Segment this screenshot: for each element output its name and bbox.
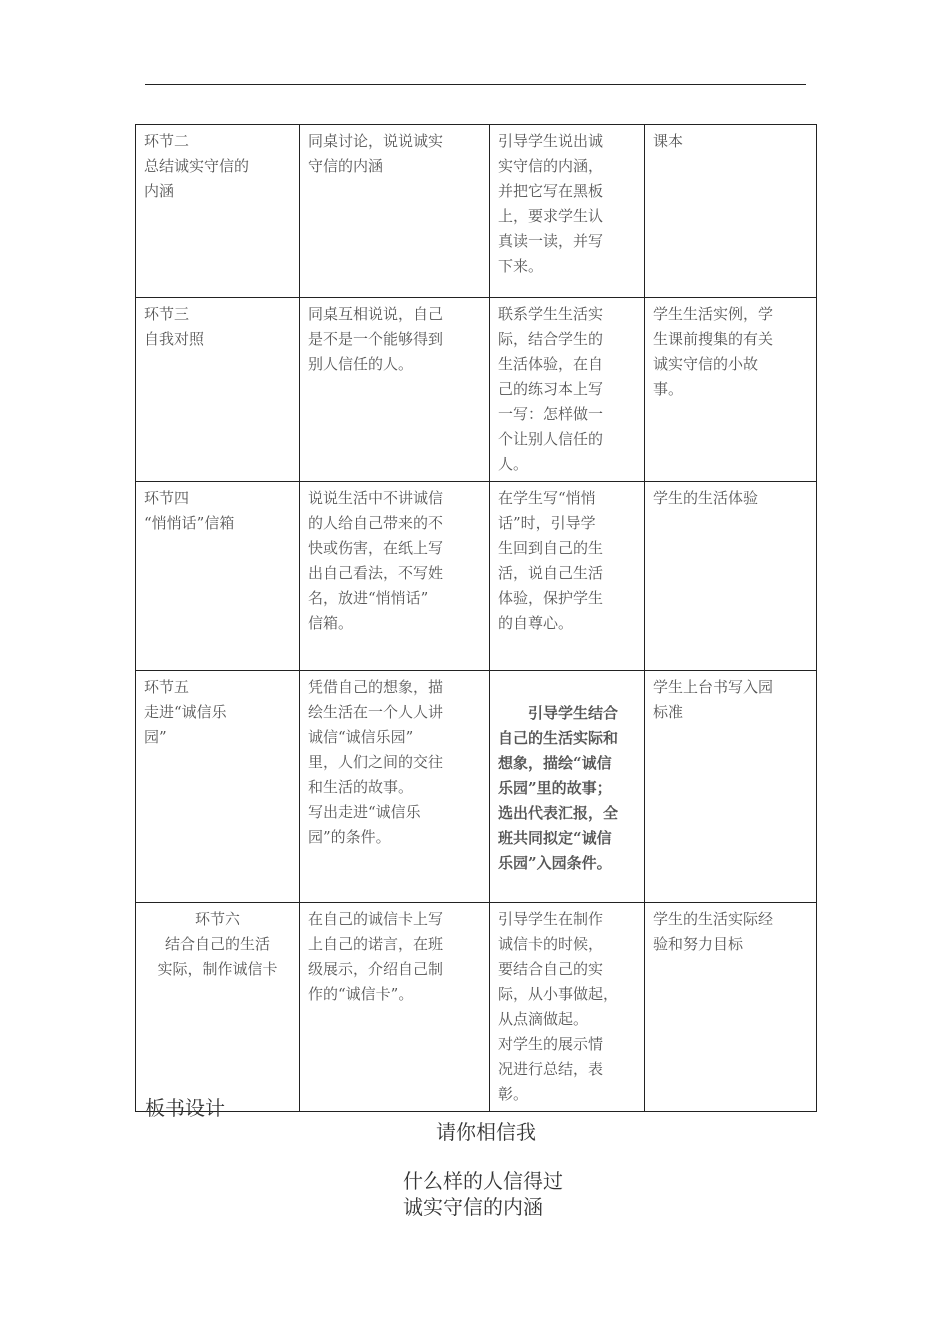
board-title: 请你相信我 — [436, 1120, 536, 1144]
guidance-line: 况进行总结，表 — [498, 1060, 604, 1078]
guidance-cell — [490, 298, 645, 482]
table-row — [136, 671, 817, 903]
resource-cell — [645, 903, 817, 1112]
guidance-line: 生活体验，在自 — [498, 355, 604, 373]
guidance-line: 诚信卡的时候， — [498, 935, 604, 953]
activity-line: 信箱。 — [308, 614, 354, 632]
guidance-line: 下来。 — [498, 257, 544, 275]
step-title: 总结诚实守信的 — [144, 157, 250, 175]
board-line-2: 诚实守信的内涵 — [403, 1195, 543, 1219]
activity-cell — [300, 903, 490, 1112]
step-label: 环节四 — [144, 489, 190, 507]
activity-line: 上自己的诺言，在班 — [308, 935, 444, 953]
activity-line: 园”的条件。 — [308, 828, 391, 846]
guidance-line: 际，结合学生的 — [498, 330, 604, 348]
step-title: “悄悄话”信箱 — [144, 514, 235, 532]
resource-line: 学生的生活体验 — [653, 489, 759, 507]
activity-line: 说说生活中不讲诚信 — [308, 489, 444, 507]
guidance-line: 对学生的展示情 — [498, 1035, 604, 1053]
activity-line: 在自己的诚信卡上写 — [308, 910, 444, 928]
step-title: 自我对照 — [144, 330, 205, 348]
step-label: 环节六 — [194, 910, 240, 928]
activity-line: 是不是一个能够得到 — [308, 330, 444, 348]
activity-line: 写出走进“诚信乐 — [308, 803, 421, 821]
activity-line: 同桌互相说说，自己 — [308, 305, 444, 323]
step-title: 走进“诚信乐 — [144, 703, 227, 721]
activity-line: 里，人们之间的交往 — [308, 753, 444, 771]
guidance-line: 彰。 — [498, 1085, 529, 1103]
resource-line: 诚实守信的小故 — [653, 355, 759, 373]
step-cell — [136, 125, 300, 298]
resource-cell — [645, 298, 817, 482]
resource-line: 学生的生活实际经 — [653, 910, 774, 928]
guidance-line: 活，说自己生活 — [498, 564, 604, 582]
activity-cell — [300, 298, 490, 482]
guidance-line: 班共同拟定“诚信 — [498, 829, 612, 847]
guidance-line: 上，要求学生认 — [498, 207, 604, 225]
lesson-plan-table — [135, 124, 817, 1112]
step-cell — [136, 671, 300, 903]
activity-line: 同桌讨论，说说诚实 — [308, 132, 444, 150]
resource-line: 生课前搜集的有关 — [653, 330, 774, 348]
board-design-heading: 板书设计 — [145, 1096, 225, 1120]
guidance-line: 际，从小事做起， — [498, 985, 619, 1003]
guidance-line: 个让别人信任的 — [498, 430, 604, 448]
guidance-line: 在学生写“悄悄 — [498, 489, 596, 507]
table-row — [136, 903, 817, 1112]
guidance-cell — [490, 125, 645, 298]
guidance-line: 人。 — [498, 455, 529, 473]
guidance-line: 体验，保护学生 — [498, 589, 604, 607]
guidance-line: 话”时，引导学 — [498, 514, 596, 532]
step-label: 环节五 — [144, 678, 190, 696]
resource-cell — [645, 125, 817, 298]
guidance-line: 引导学生结合 — [528, 704, 619, 722]
table-row — [136, 125, 817, 298]
guidance-line: 从点滴做起。 — [498, 1010, 589, 1028]
guidance-line: 的自尊心。 — [498, 614, 574, 632]
activity-line: 出自己看法，不写姓 — [308, 564, 444, 582]
activity-line: 绘生活在一个人人讲 — [308, 703, 444, 721]
activity-line: 别人信任的人。 — [308, 355, 414, 373]
step-cell — [136, 298, 300, 482]
guidance-line: 生回到自己的生 — [498, 539, 604, 557]
table-row — [136, 482, 817, 671]
header-rule — [145, 84, 806, 85]
resource-line: 课本 — [653, 132, 684, 150]
step-title: 园” — [144, 728, 167, 746]
activity-cell — [300, 125, 490, 298]
guidance-line: 引导学生在制作 — [498, 910, 604, 928]
table-row — [136, 298, 817, 482]
resource-cell — [645, 671, 817, 903]
activity-line: 级展示，介绍自己制 — [308, 960, 444, 978]
activity-line: 守信的内涵 — [308, 157, 384, 175]
guidance-line: 想象，描绘“诚信 — [498, 754, 612, 772]
activity-cell — [300, 482, 490, 671]
step-label: 环节三 — [144, 305, 190, 323]
resource-line: 标准 — [653, 703, 684, 721]
guidance-cell — [490, 482, 645, 671]
board-line-1: 什么样的人信得过 — [403, 1169, 563, 1193]
guidance-line: 实守信的内涵， — [498, 157, 604, 175]
guidance-line: 己的练习本上写 — [498, 380, 604, 398]
activity-line: 快或伤害，在纸上写 — [308, 539, 444, 557]
guidance-line: 乐园”里的故事； — [498, 779, 612, 797]
guidance-line: 联系学生生活实 — [498, 305, 604, 323]
activity-line: 和生活的故事。 — [308, 778, 414, 796]
activity-line: 名，放进“悄悄话” — [308, 589, 429, 607]
resource-line: 验和努力目标 — [653, 935, 744, 953]
resource-cell — [645, 482, 817, 671]
resource-line: 事。 — [653, 380, 684, 398]
step-title: 结合自己的生活 — [164, 935, 270, 953]
resource-line: 学生上台书写入园 — [653, 678, 774, 696]
activity-line: 凭借自己的想象，描 — [308, 678, 444, 696]
guidance-line: 一写：怎样做一 — [498, 405, 604, 423]
guidance-line: 真读一读，并写 — [498, 232, 604, 250]
step-label: 环节二 — [144, 132, 190, 150]
guidance-line: 并把它写在黑板 — [498, 182, 604, 200]
guidance-cell — [490, 903, 645, 1112]
step-cell — [136, 903, 300, 1112]
guidance-cell — [490, 671, 645, 903]
guidance-line: 要结合自己的实 — [498, 960, 604, 978]
resource-line: 学生生活实例，学 — [653, 305, 774, 323]
guidance-line: 选出代表汇报，全 — [498, 804, 619, 822]
activity-line: 作的“诚信卡”。 — [308, 985, 414, 1003]
step-cell — [136, 482, 300, 671]
step-title: 内涵 — [144, 182, 175, 200]
guidance-line: 引导学生说出诚 — [498, 132, 604, 150]
guidance-line: 乐园”入园条件。 — [498, 854, 612, 872]
activity-line: 的人给自己带来的不 — [308, 514, 444, 532]
guidance-line: 自己的生活实际和 — [498, 729, 619, 747]
activity-line: 诚信“诚信乐园” — [308, 728, 414, 746]
step-title: 实际，制作诚信卡 — [157, 960, 278, 978]
activity-cell — [300, 671, 490, 903]
